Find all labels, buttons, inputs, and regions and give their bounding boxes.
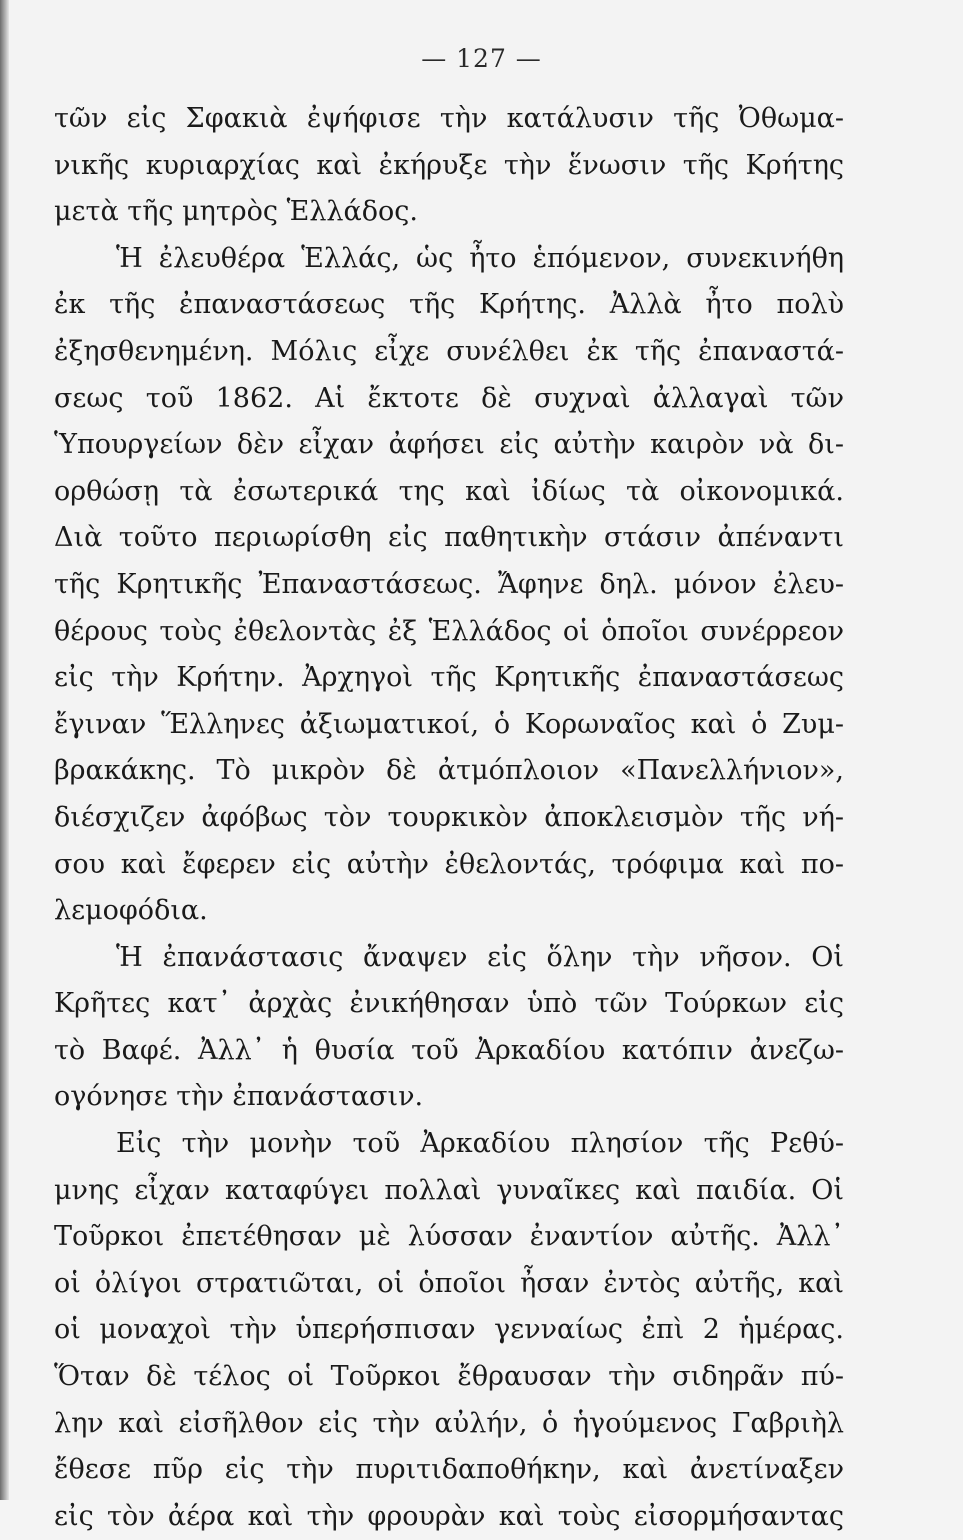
text-line: νικῆς κυριαρχίας καὶ ἐκήρυξε τὴν ἕνωσιν τῆς Κρήτης xyxy=(54,149,844,181)
text-line: ορθώσῃ τὰ ἐσωτερικά της καὶ ἰδίως τὰ οἰκονομικά. xyxy=(54,475,844,507)
text-line: ογόνησε τὴν ἐπανάστασιν. xyxy=(54,1081,424,1113)
text-line: Διὰ τοῦτο περιωρίσθη εἰς παθητικὴν στάσιν ἀπέναντι xyxy=(54,522,844,554)
text-line: Εἰς τὴν μονὴν τοῦ Ἀρκαδίου πλησίον τῆς Ρεθύ- xyxy=(116,1128,844,1160)
text-line: ἔθεσε πῦρ εἰς τὴν πυριτιδαποθήκην, καὶ ἀνετίναξεν xyxy=(54,1454,844,1486)
text-line: σου καὶ ἔφερεν εἰς αὐτὴν ἐθελοντάς, τρόφιμα καὶ πο- xyxy=(54,848,844,880)
text-line: εἰς τὴν Κρήτην. Ἀρχηγοὶ τῆς Κρητικῆς ἐπαναστάσεως xyxy=(54,662,844,694)
text-line: τὸ Βαφέ. Ἀλλ᾽ ἡ θυσία τοῦ Ἀρκαδίου κατόπιν ἀνεζω- xyxy=(54,1034,844,1066)
text-line: Κρῆτες κατ᾽ ἀρχὰς ἐνικήθησαν ὑπὸ τῶν Τούρκων εἰς xyxy=(54,988,844,1020)
text-line: οἱ μοναχοὶ τὴν ὑπερήσπισαν γενναίως ἐπὶ 2 ἡμέρας. xyxy=(54,1314,844,1346)
text-line: ἔγιναν Ἕλληνες ἀξιωματικοί, ὁ Κορωναῖος καὶ ὁ Ζυμ- xyxy=(54,708,844,740)
text-line: βρακάκης. Τὸ μικρὸν δὲ ἀτμόπλοιον «Πανελλήνιον», xyxy=(54,755,844,787)
text-line: λην καὶ εἰσῆλθον εἰς τὴν αὐλήν, ὁ ἡγούμενος Γαβριὴλ xyxy=(54,1407,844,1439)
text-line: Τοῦρκοι ἐπετέθησαν μὲ λύσσαν ἐναντίον αὐτῆς. Ἀλλ᾽ xyxy=(54,1221,844,1253)
text-line: ἐκ τῆς ἐπαναστάσεως τῆς Κρήτης. Ἀλλὰ ἦτο πολὺ xyxy=(54,289,844,321)
page-number: — 127 — xyxy=(421,44,542,73)
text-line: θέρους τοὺς ἐθελοντὰς ἐξ Ἑλλάδος οἱ ὁποῖοι συνέρρεον xyxy=(54,615,844,647)
text-line: οἱ ὀλίγοι στρατιῶται, οἱ ὁποῖοι ἦσαν ἐντὸς αὐτῆς, καὶ xyxy=(54,1267,844,1299)
text-line: τῶν εἰς Σφακιὰ ἐψήφισε τὴν κατάλυσιν τῆς Ὀθωμα- xyxy=(54,103,844,134)
text-line: σεως τοῦ 1862. Αἱ ἔκτοτε δὲ συχναὶ ἀλλαγαὶ τῶν xyxy=(54,382,844,414)
text-line: Ἡ ἐλευθέρα Ἑλλάς, ὡς ἦτο ἑπόμενον, συνεκινήθη xyxy=(116,242,844,274)
text-line: εἰς τὸν ἀέρα καὶ τὴν φρουρὰν καὶ τοὺς εἰσορμήσαντας xyxy=(54,1500,844,1532)
body-text xyxy=(54,96,844,1540)
text-line: μετὰ τῆς μητρὸς Ἑλλάδος. xyxy=(54,196,418,228)
text-line: διέσχιζεν ἀφόβως τὸν τουρκικὸν ἀποκλεισμὸν τῆς νή- xyxy=(54,801,844,833)
text-line: Ὑπουργείων δὲν εἶχαν ἀφήσει εἰς αὐτὴν καιρὸν νὰ δι- xyxy=(54,429,844,461)
text-line: Ἡ ἐπανάστασις ἄναψεν εἰς ὅλην τὴν νῆσον. Οἱ xyxy=(116,941,844,973)
page-binding-edge xyxy=(0,0,9,1500)
text-line: λεμοφόδια. xyxy=(54,895,208,927)
text-line: Ὅταν δὲ τέλος οἱ Τοῦρκοι ἔθραυσαν τὴν σιδηρᾶν πύ- xyxy=(54,1361,844,1393)
text-line: τῆς Κρητικῆς Ἐπαναστάσεως. Ἄφηνε δηλ. μόνον ἐλευ- xyxy=(54,568,844,600)
text-line: μνης εἶχαν καταφύγει πολλαὶ γυναῖκες καὶ παιδία. Οἱ xyxy=(54,1174,844,1206)
text-line: ἐξησθενημένη. Μόλις εἶχε συνέλθει ἐκ τῆς ἐπαναστά- xyxy=(54,335,844,367)
